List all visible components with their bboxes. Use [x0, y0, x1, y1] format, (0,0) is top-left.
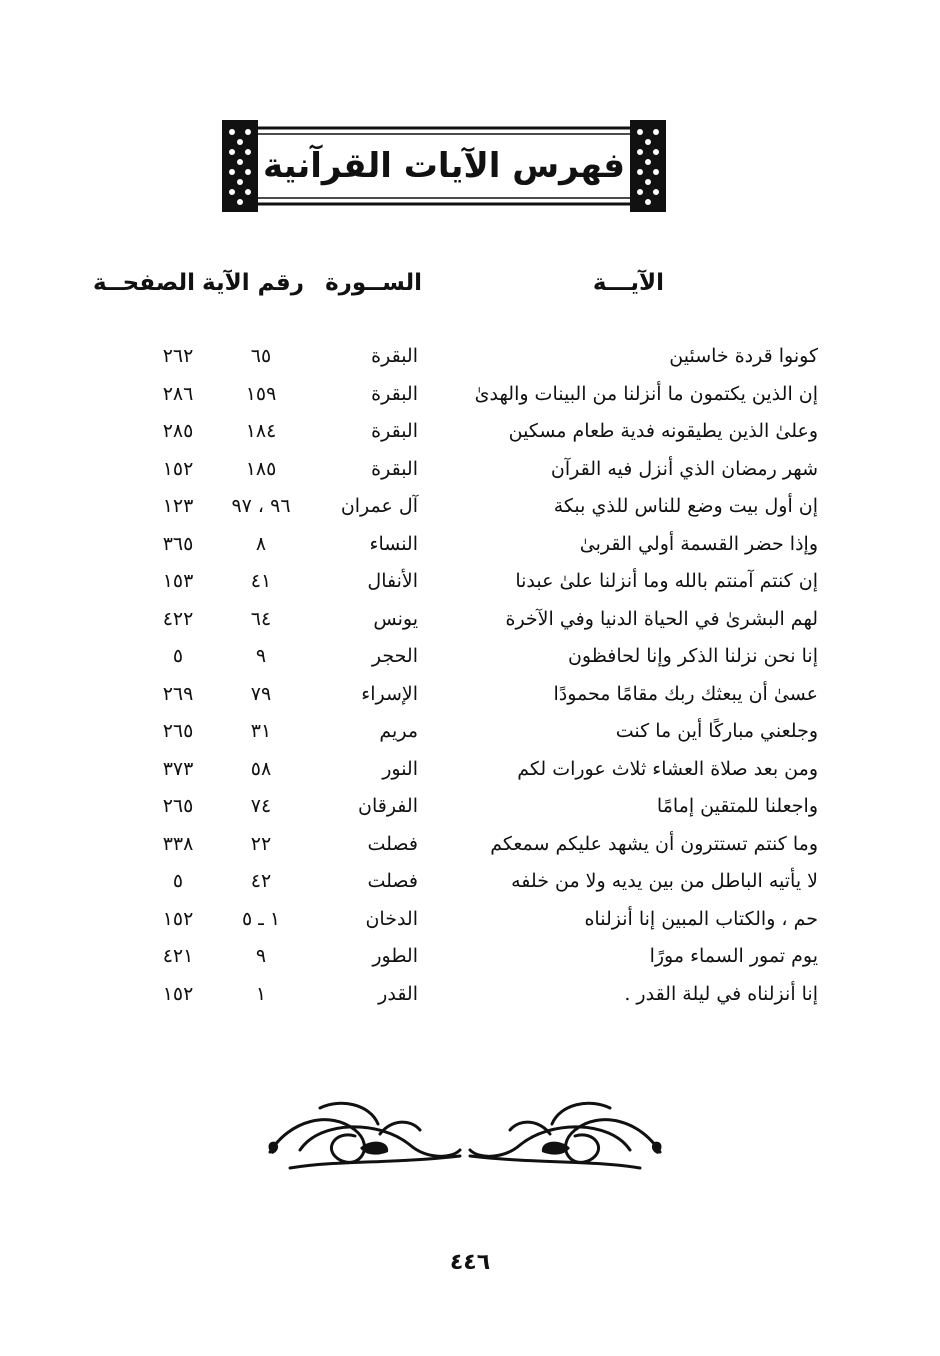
ayah-number-cell: ٣١ — [250, 720, 272, 742]
surah-cell: البقرة — [371, 382, 418, 405]
ayah-number-cell: ١ — [255, 982, 267, 1005]
page-cell: ٥ — [172, 870, 184, 892]
table-row — [0, 938, 940, 976]
ayah-cell: واجعلنا للمتقين إمامًا — [656, 795, 818, 817]
page-cell: ٢٦٥ — [162, 720, 194, 742]
ayah-cell: حم ، والكتاب المبين إنا أنزلناه — [584, 907, 818, 930]
ayah-number-cell: ٦٥ — [250, 345, 272, 367]
header-ayah-number: رقم الآية — [202, 270, 304, 296]
ayah-cell: وجلعني مباركًا أين ما كنت — [615, 720, 818, 742]
page-cell: ١٥٢ — [162, 907, 194, 930]
surah-cell: فصلت — [367, 870, 418, 892]
ayah-cell: وعلىٰ الذين يطيقونه فدية طعام مسكين — [508, 420, 818, 442]
table-row — [0, 976, 940, 1014]
surah-cell: النور — [382, 757, 418, 780]
ayah-number-cell: ٧٩ — [250, 682, 272, 705]
table-row — [0, 863, 940, 901]
table-row — [0, 451, 940, 489]
page-cell: ٣٣٨ — [162, 832, 194, 855]
table-row — [0, 788, 940, 826]
ayah-number-cell: ٤١ — [250, 570, 272, 592]
ayah-number-cell: ١٨٥ — [245, 457, 277, 480]
surah-cell: مريم — [379, 720, 418, 742]
table-row — [0, 676, 940, 714]
header-page: الصفحــة — [93, 270, 195, 296]
ayah-number-cell: ١ ـ ٥ — [241, 907, 281, 930]
page-cell: ٢٦٥ — [162, 795, 194, 817]
page-title: فهرس الآيات القرآنية — [262, 146, 626, 186]
page-cell: ١٥٢ — [162, 457, 194, 480]
surah-cell: الطور — [372, 945, 418, 967]
page-cell: ٤٢١ — [162, 945, 194, 967]
page-cell: ٤٢٢ — [162, 607, 194, 630]
ayah-number-cell: ٥٨ — [250, 757, 272, 780]
surah-cell: الحجر — [371, 645, 418, 667]
page-cell: ١٥٢ — [162, 982, 194, 1005]
page-number: ٤٤٦ — [449, 1250, 491, 1275]
ayah-cell: إن أول بيت وضع للناس للذي ببكة — [553, 495, 818, 517]
page-cell: ٢٨٥ — [162, 420, 194, 442]
surah-cell: فصلت — [367, 832, 418, 855]
table-row — [0, 526, 940, 564]
header-surah: الســورة — [325, 270, 422, 296]
ayah-cell: إن كنتم آمنتم بالله وما أنزلنا علىٰ عبدنا — [515, 570, 818, 592]
ayah-cell: ومن بعد صلاة العشاء ثلاث عورات لكم — [517, 757, 818, 780]
table-row — [0, 826, 940, 864]
surah-cell: الدخان — [365, 907, 418, 930]
surah-cell: الإسراء — [361, 682, 418, 705]
surah-cell: القدر — [378, 982, 418, 1005]
surah-cell: البقرة — [371, 420, 418, 442]
index-table — [0, 338, 940, 1013]
surah-cell: البقرة — [371, 457, 418, 480]
surah-cell: النساء — [369, 532, 418, 555]
ayah-number-cell: ٨ — [255, 532, 267, 555]
ayah-cell: عسىٰ أن يبعثك ربك مقامًا محمودًا — [553, 682, 818, 705]
ornament-flourish — [260, 1090, 670, 1180]
ayah-cell: إنا نحن نزلنا الذكر وإنا لحافظون — [567, 645, 818, 667]
page-cell: ٢٦٩ — [162, 682, 194, 705]
table-row — [0, 751, 940, 789]
ayah-cell: شهر رمضان الذي أنزل فيه القرآن — [550, 457, 818, 480]
ayah-cell: لهم البشرىٰ في الحياة الدنيا وفي الآخرة — [505, 607, 818, 630]
page-cell: ٣٧٣ — [162, 757, 194, 780]
ayah-cell: وما كنتم تستترون أن يشهد عليكم سمعكم — [490, 832, 818, 855]
ayah-number-cell: ٧٤ — [250, 795, 272, 817]
table-row — [0, 601, 940, 639]
ayah-cell: إنا أنزلناه في ليلة القدر . — [624, 982, 818, 1005]
table-row — [0, 901, 940, 939]
surah-cell: آل عمران — [340, 495, 418, 517]
ayah-cell: كونوا قردة خاسئين — [669, 345, 818, 367]
page-cell: ٥ — [172, 645, 184, 667]
table-row — [0, 638, 940, 676]
title-banner — [222, 118, 666, 214]
header-ayah: الآيـــة — [592, 270, 664, 296]
ayah-number-cell: ١٥٩ — [245, 382, 277, 405]
ayah-number-cell: ٩٦ ، ٩٧ — [231, 495, 291, 517]
table-row — [0, 713, 940, 751]
table-row — [0, 488, 940, 526]
surah-cell: يونس — [373, 607, 418, 630]
ayah-number-cell: ١٨٤ — [245, 420, 277, 442]
table-row — [0, 563, 940, 601]
ayah-number-cell: ٢٢ — [250, 832, 272, 855]
surah-cell: الفرقان — [358, 795, 418, 817]
ayah-number-cell: ٩ — [255, 945, 267, 967]
ayah-cell: يوم تمور السماء مورًا — [649, 945, 818, 967]
page-cell: ١٥٣ — [162, 570, 194, 592]
ayah-number-cell: ٦٤ — [250, 607, 272, 630]
table-row — [0, 338, 940, 376]
ayah-cell: لا يأتيه الباطل من بين يديه ولا من خلفه — [511, 870, 818, 892]
page-cell: ٢٨٦ — [162, 382, 194, 405]
ayah-cell: وإذا حضر القسمة أولي القربىٰ — [579, 532, 818, 555]
surah-cell: البقرة — [371, 345, 418, 367]
ayah-number-cell: ٤٢ — [250, 870, 272, 892]
table-row — [0, 413, 940, 451]
page-cell: ٢٦٢ — [162, 345, 194, 367]
surah-cell: الأنفال — [367, 570, 418, 592]
ayah-number-cell: ٩ — [255, 645, 267, 667]
ayah-cell: إن الذين يكتمون ما أنزلنا من البينات والهدىٰ — [474, 382, 818, 405]
table-row — [0, 376, 940, 414]
page-cell: ٣٦٥ — [162, 532, 194, 555]
page-cell: ١٢٣ — [162, 495, 194, 517]
